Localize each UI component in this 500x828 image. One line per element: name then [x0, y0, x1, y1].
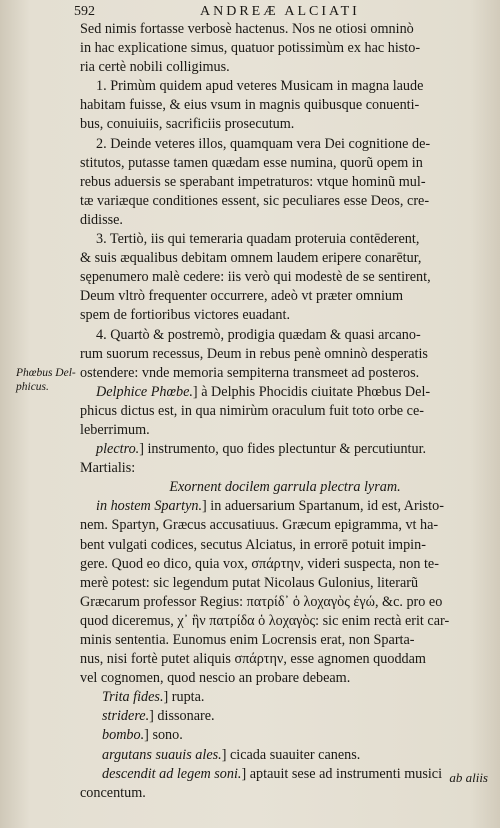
lemma: stridere. — [102, 708, 150, 725]
lemma: Trita fides. — [102, 689, 164, 706]
text-line: stitutos, putasse tamen quædam esse numina, quorũ opem in — [80, 154, 423, 171]
margin-note-line: Phœbus Del- — [16, 367, 76, 379]
text-line: phicus dictus est, in qua nimirùm oraculum fuit toto orbe ce- — [80, 402, 424, 419]
text-line: rebus aduersis se sperabant impetraturos: vtque hominũ mul- — [80, 173, 426, 190]
lemma: in hostem Spartyn. — [96, 498, 203, 515]
text-line: Martialis: — [80, 460, 136, 477]
text-line: ostendere: vnde memoria sempiterna transmeet ad posteros. — [80, 364, 420, 381]
text-line: ria certè nobili colligimus. — [80, 59, 230, 76]
text-line: minis sententia. Eunomus enim Locrensis erat, non Sparta- — [80, 632, 415, 648]
lemma: descendit ad legem soni. — [102, 765, 242, 782]
margin-note — [16, 366, 80, 394]
text-line: in hostem Spartyn.] in aduersarium Spartanum, id est, Aristo- — [96, 498, 444, 515]
text-line: in hac explicatione simus, quatuor potissimùm ex hac histo- — [80, 40, 421, 57]
text-line: Trita fides.] rupta. — [102, 689, 205, 706]
text-line: nem. Spartyn, Græcus accusatiuus. Græcum epigramma, vt ha- — [80, 517, 439, 534]
text-line: quod diceremus, χ᾽ ἣν πατρίδα ὁ λοχαγὸς: sic enim rectà erit car- — [80, 612, 450, 629]
lemma: plectro. — [96, 441, 140, 458]
quoted-verse: Exornent docilem garrula plectra lyram. — [169, 479, 401, 496]
text-line: didisse. — [80, 211, 123, 228]
text-line: descendit ad legem soni.] aptauit sese ad instrumenti musici — [102, 765, 443, 782]
text-line: merè potest: sic legendum putat Nicolaus Gulonius, literarũ — [80, 574, 419, 591]
text-line: 3. Tertiò, iis qui temeraria quadam proteruia contēderent, — [96, 231, 420, 248]
text-line: bent vulgati codices, secutus Alciatus, in errorē potuit impin- — [80, 536, 426, 553]
lemma: argutans suauis ales. — [102, 746, 222, 763]
catchword: ab aliis — [449, 770, 488, 785]
text-line: leberrimum. — [80, 421, 150, 438]
page-number: 592 — [74, 4, 95, 19]
text-line: plectro.] instrumento, quo fides plectuntur & percutiuntur. — [96, 441, 427, 458]
text-line: bombo.] sono. — [102, 727, 183, 744]
text-line: rum suorum recessus, Deum in rebus penè omninò desperatis — [80, 345, 428, 362]
text-line: & suis æqualibus debitam omnem laudem eripere conarētur, — [80, 250, 422, 267]
text-line: Delphice Phœbe.] à Delphis Phocidis ciuitate Phœbus Del- — [96, 383, 431, 400]
text-line: concentum. — [80, 784, 146, 801]
text-line: habitam fuisse, & eius vsum in magnis quibusque conuenti- — [80, 97, 420, 114]
margin-note-line: phicus. — [16, 381, 49, 393]
text-line: argutans suauis ales.] cicada suauiter canens. — [102, 746, 361, 763]
lemma: Delphice Phœbe. — [96, 383, 193, 400]
body-text — [80, 20, 490, 803]
text-line: 2. Deinde veteres illos, quamquam vera Dei cognitione de- — [96, 135, 431, 152]
text-line: 1. Primùm quidem apud veteres Musicam in magna laude — [96, 78, 424, 95]
running-title: ANDREÆ ALCIATI — [200, 4, 360, 19]
text-line: nus, nisi fortè putet aliquis σπάρτην, esse agnomen quoddam — [80, 651, 426, 668]
text-line: Deum vltrò frequenter occurrere, adeò vt præter omnium — [80, 288, 404, 305]
text-line: vel cognomen, quod nescio an probare debeam. — [80, 670, 351, 687]
text-line: bus, conuiuiis, sacrificiis prosecutum. — [80, 116, 295, 133]
text-line: 4. Quartò & postremò, prodigia quædam & quasi arcano- — [96, 326, 421, 343]
text-line: Græcarum professor Regius: πατρίδ᾽ ὁ λοχαγὸς ἐγώ, &c. pro eo — [80, 593, 443, 610]
text-line: tæ variæque conditiones essent, sic peculiares esse Deos, cre- — [80, 192, 430, 209]
lemma: bombo. — [102, 727, 145, 744]
text-line: stridere.] dissonare. — [102, 708, 215, 725]
text-line: gere. Quod eo dico, quia vox, σπάρτην, videri suspecta, non te- — [80, 555, 439, 572]
text-line: Sed nimis fortasse verbosè hactenus. Nos ne otiosi omninò — [80, 21, 414, 37]
text-line: spem de fortioribus victores euadant. — [80, 307, 290, 324]
text-line: sępenumero malè cedere: iis verò qui modestè de se sentirent, — [80, 269, 431, 286]
